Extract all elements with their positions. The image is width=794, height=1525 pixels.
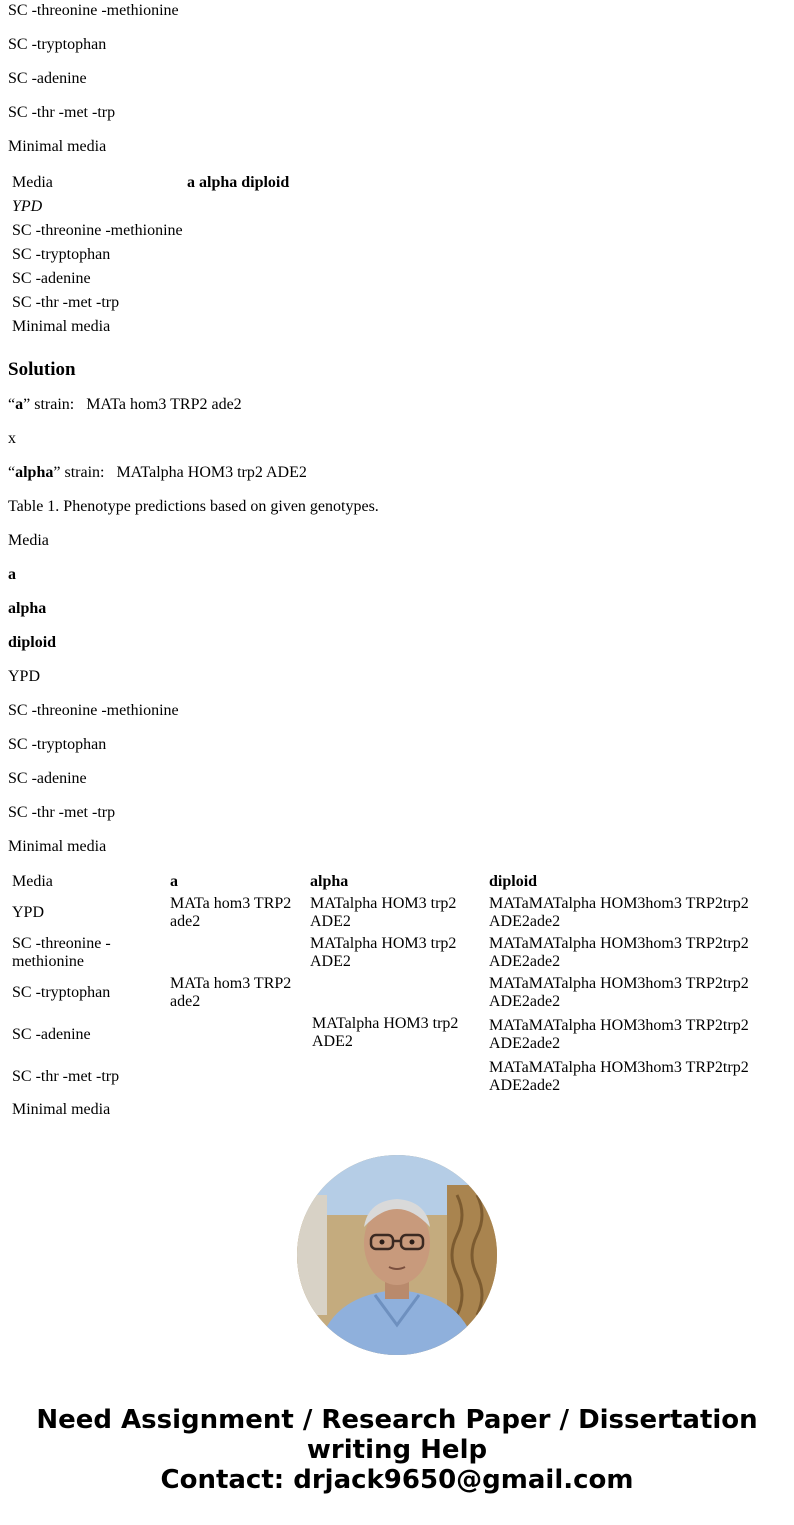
table-row <box>11 292 290 314</box>
table-cell-media: SC -threonine -methionine <box>12 935 111 970</box>
table-row <box>11 1098 787 1122</box>
strain-a-suffix: ” strain: <box>23 396 75 413</box>
document-body <box>0 2 794 1124</box>
media-item: SC -threonine -methionine <box>8 702 179 719</box>
media-item: SC -adenine <box>8 770 87 787</box>
flat-header-alpha: alpha <box>8 600 47 617</box>
table-row <box>11 1058 787 1096</box>
media-list-flat <box>8 532 786 856</box>
media-item: SC -tryptophan <box>8 736 107 753</box>
solution-heading: Solution <box>8 359 76 380</box>
table-cell-diploid: MATaMATalpha HOM3hom3 TRP2trp2 ADE2ade2 <box>489 1017 749 1052</box>
table-row <box>11 220 290 242</box>
table-cell-media: Minimal media <box>12 318 111 335</box>
table-cell-alpha: MATalpha HOM3 trp2 ADE2 <box>310 895 457 930</box>
genotype-table <box>9 870 789 1124</box>
media-item: SC -threonine -methionine <box>8 2 179 19</box>
table-caption: Table 1. Phenotype predictions based on given genotypes. <box>8 498 379 515</box>
table-row <box>11 196 290 218</box>
table-cell-media: SC -adenine <box>12 270 91 287</box>
table-header-row <box>11 872 787 892</box>
table-cell-a <box>169 1098 307 1122</box>
table-cell-diploid: MATaMATalpha HOM3hom3 TRP2trp2 ADE2ade2 <box>489 895 749 930</box>
table-cell-diploid <box>488 1098 787 1122</box>
flat-header-a: a <box>8 566 16 583</box>
strain-alpha-suffix: ” strain: <box>53 464 105 481</box>
cross-symbol: x <box>8 430 16 447</box>
media-table-compact <box>9 170 292 340</box>
media-item: SC -adenine <box>8 70 87 87</box>
strain-alpha-genotype: MATalpha HOM3 trp2 ADE2 <box>116 464 307 481</box>
footer-banner <box>0 1405 794 1495</box>
flat-header-diploid: diploid <box>8 634 57 651</box>
media-item: Minimal media <box>8 138 107 155</box>
footer-line: writing Help <box>306 1435 488 1465</box>
strain-alpha-name: alpha <box>15 464 54 481</box>
media-item: SC -thr -met -trp <box>8 104 116 121</box>
table-cell-a: MATa hom3 TRP2 ade2 <box>170 975 292 1010</box>
table-cell-media: SC -threonine -methionine <box>12 222 183 239</box>
table-header-diploid: diploid <box>489 873 538 890</box>
table-cell-diploid: MATaMATalpha HOM3hom3 TRP2trp2 ADE2ade2 <box>489 975 749 1010</box>
table-cell-alpha <box>309 1098 486 1122</box>
table-row <box>11 894 787 932</box>
table-row <box>11 974 787 1012</box>
strain-a-name: a <box>15 396 24 413</box>
media-item: SC -thr -met -trp <box>8 804 116 821</box>
table-cell-alpha: MATalpha HOM3 trp2 ADE2 <box>312 1015 459 1050</box>
table-cell-media: SC -thr -met -trp <box>12 1068 120 1085</box>
media-item: SC -tryptophan <box>8 36 107 53</box>
quote-open: “ <box>8 396 16 413</box>
strain-a-genotype: MATa hom3 TRP2 ade2 <box>86 396 242 413</box>
footer-line: Need Assignment / Research Paper / Dissertation <box>36 1405 758 1435</box>
table-row <box>11 244 290 266</box>
table-header-alpha: alpha <box>310 873 349 890</box>
media-list-top <box>8 2 786 156</box>
table-cell-alpha <box>309 974 486 1012</box>
table-cell-media: SC -thr -met -trp <box>12 294 120 311</box>
table-header-combined: a alpha diploid <box>187 174 290 191</box>
footer-contact: Contact: drjack9650@gmail.com <box>160 1465 634 1495</box>
table-header-a: a <box>170 873 178 890</box>
table-cell-alpha <box>309 1058 486 1096</box>
table-cell-media: YPD <box>12 904 45 921</box>
table-cell-media: Minimal media <box>12 1101 111 1118</box>
table-cell-media: YPD <box>12 198 43 215</box>
avatar-portrait-icon <box>297 1155 497 1355</box>
table-cell-media: SC -tryptophan <box>12 984 111 1001</box>
table-cell-diploid: MATaMATalpha HOM3hom3 TRP2trp2 ADE2ade2 <box>489 1059 749 1094</box>
table-cell-media: SC -adenine <box>12 1026 91 1043</box>
table-row <box>11 934 787 972</box>
table-cell-diploid: MATaMATalpha HOM3hom3 TRP2trp2 ADE2ade2 <box>489 935 749 970</box>
table-cell-a <box>169 1058 307 1096</box>
table-cell-a <box>169 934 307 972</box>
author-avatar <box>297 1155 497 1355</box>
media-item: YPD <box>8 668 41 685</box>
table-row <box>11 268 290 290</box>
flat-header-media: Media <box>8 532 49 549</box>
media-item: Minimal media <box>8 838 107 855</box>
table-header-media: Media <box>12 873 53 890</box>
table-header-row <box>11 172 290 194</box>
table-row <box>11 316 290 338</box>
table-cell-a: MATa hom3 TRP2 ade2 <box>170 895 292 930</box>
table-header-media: Media <box>12 174 53 191</box>
table-row <box>11 1014 787 1056</box>
table-cell-a <box>169 1014 307 1056</box>
strain-alpha-line <box>8 464 786 482</box>
table-cell-alpha: MATalpha HOM3 trp2 ADE2 <box>310 935 457 970</box>
table-cell-media: SC -tryptophan <box>12 246 111 263</box>
strain-a-line <box>8 396 786 414</box>
quote-open: “ <box>8 464 16 481</box>
